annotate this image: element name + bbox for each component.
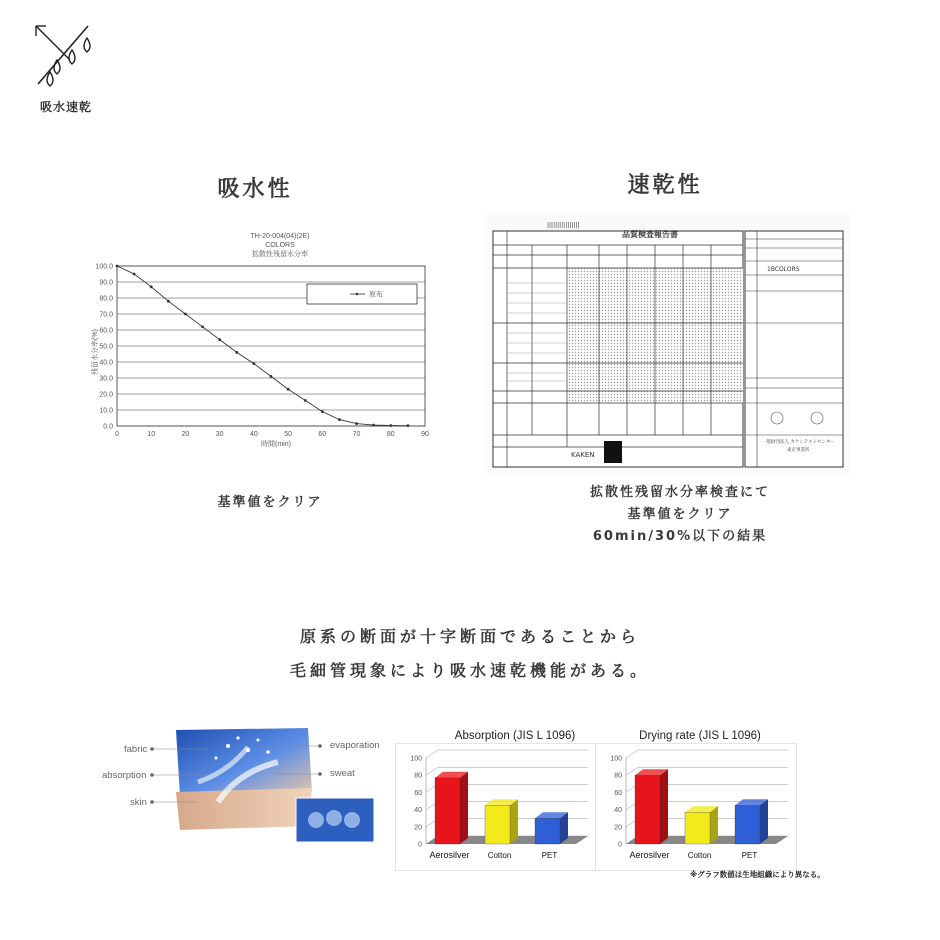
quick-dry-caption-line-2: 基準値をクリア	[627, 507, 733, 522]
chart-title-line-2: COLORS	[265, 242, 295, 249]
data-point	[133, 273, 136, 276]
data-point	[372, 424, 375, 427]
graph-note: ※グラフ数値は生地組織により異なる。	[690, 870, 825, 879]
category-label: PET	[741, 851, 758, 860]
report-office: 東京事業所	[787, 448, 810, 453]
y-tick-label: 80	[614, 772, 622, 780]
bar	[535, 818, 560, 844]
category-label: Aerosilver	[429, 850, 470, 860]
x-tick-label: 40	[249, 431, 258, 438]
data-point	[389, 424, 392, 427]
bar	[735, 805, 760, 844]
data-point	[235, 351, 238, 354]
skin-layer	[176, 788, 312, 830]
data-point	[304, 399, 307, 402]
absorption-bar-chart	[396, 744, 596, 870]
y-tick-label: 80	[414, 772, 422, 780]
quick-dry-heading: 速乾性	[627, 173, 703, 198]
data-point	[184, 313, 187, 316]
y-tick-label: 20	[614, 824, 622, 832]
category-label: Cotton	[487, 851, 512, 860]
quick-dry-caption-line-1: 拡散性残留水分率検査にて	[589, 485, 770, 500]
y-tick-label: 40	[414, 807, 422, 815]
report-client: 1BCOLORS	[767, 266, 800, 273]
legend-marker	[356, 293, 359, 296]
chart-title-line-3: 拡散性残留水分率	[252, 251, 308, 258]
y-tick-label: 40.0	[99, 359, 113, 367]
y-tick-label: 80.0	[99, 295, 113, 303]
y-tick-label: 40	[614, 807, 622, 815]
y-tick-label: 100	[410, 755, 422, 763]
y-tick-label: 70.0	[99, 311, 113, 319]
data-point	[321, 410, 324, 413]
category-label: Aerosilver	[629, 850, 670, 860]
legend-label: 原布	[369, 291, 383, 299]
y-tick-label: 10.0	[99, 407, 113, 415]
x-tick-label: 30	[215, 431, 224, 438]
data-point	[270, 375, 273, 378]
y-tick-label: 0	[418, 841, 422, 849]
y-tick-label: 60.0	[99, 327, 113, 335]
label-evaporation: evaporation	[330, 740, 380, 751]
label-fabric: fabric	[124, 744, 148, 755]
bar-side	[710, 806, 718, 844]
mechanism-line-1: 原系の断面が十字断面であることから	[299, 627, 640, 646]
bar-side	[510, 799, 518, 844]
svg-text:||||||||||||||||: ||||||||||||||||	[547, 222, 580, 229]
data-point	[116, 265, 119, 268]
x-tick-label: 70	[352, 431, 361, 438]
y-tick-label: 20	[414, 824, 422, 832]
absorption-chart-panel	[395, 743, 597, 871]
bar-side	[660, 769, 668, 844]
y-tick-label: 0	[618, 841, 622, 849]
data-point	[201, 325, 204, 328]
absorbency-chart-panel	[85, 222, 435, 462]
bar	[435, 778, 460, 844]
y-tick-label: 100.0	[95, 263, 113, 271]
x-tick-label: 50	[284, 431, 293, 438]
data-point	[150, 285, 153, 288]
drying-rate-chart-panel	[595, 743, 797, 871]
x-tick-label: 80	[386, 431, 395, 438]
y-tick-label: 0.0	[103, 423, 113, 431]
hand-water-drops-icon	[30, 22, 110, 92]
y-tick-label: 50.0	[99, 343, 113, 351]
x-tick-label: 20	[181, 431, 190, 438]
category-label: Cotton	[687, 851, 712, 860]
x-tick-label: 90	[421, 431, 429, 438]
label-sweat: sweat	[330, 768, 355, 779]
logo-label: 吸水速乾	[40, 100, 93, 114]
label-absorption: absorption	[102, 770, 147, 781]
quick-dry-caption-line-3: 60min/30%以下の結果	[592, 529, 768, 544]
inspection-report-panel	[487, 213, 850, 475]
y-tick-label: 20.0	[99, 391, 113, 399]
fabric-mechanism-diagram	[98, 722, 398, 852]
bar-side	[460, 772, 468, 844]
drying-rate-bar-chart	[596, 744, 796, 870]
report-brand: KAKEN	[571, 451, 595, 459]
y-axis-label: 残留水分率(%)	[92, 329, 99, 375]
x-axis-label: 時間(min)	[261, 441, 291, 448]
data-point	[218, 338, 221, 341]
gridline	[426, 750, 438, 758]
x-tick-label: 0	[115, 431, 119, 438]
gridline	[626, 750, 638, 758]
mechanism-line-2: 毛細管現象により吸水速乾機能がある。	[289, 661, 650, 680]
data-point	[355, 422, 358, 425]
y-tick-label: 60	[614, 789, 622, 797]
category-label: PET	[541, 851, 558, 860]
gridline	[426, 767, 438, 775]
data-point	[406, 424, 409, 427]
x-tick-label: 10	[147, 431, 156, 438]
data-point	[287, 388, 290, 391]
bar	[485, 805, 510, 844]
x-tick-label: 60	[318, 431, 327, 438]
y-tick-label: 90.0	[99, 279, 113, 287]
absorption-chart-title: Absorption (JIS L 1096)	[454, 730, 576, 742]
data-point	[167, 300, 170, 303]
residual-moisture-line-chart	[85, 222, 435, 462]
gridline	[626, 767, 638, 775]
report-title: 品質検査報告書	[622, 230, 678, 239]
label-skin: skin	[130, 797, 147, 808]
inspection-report-document	[487, 213, 850, 475]
mechanism-text	[170, 620, 770, 688]
y-tick-label: 100	[610, 755, 622, 763]
data-point	[338, 418, 341, 421]
data-point	[252, 362, 255, 365]
bar-side	[760, 799, 768, 844]
y-tick-label: 30.0	[99, 375, 113, 383]
y-tick-label: 60	[414, 789, 422, 797]
bar	[635, 775, 660, 844]
fabric-layer	[176, 728, 312, 796]
absorbency-heading: 吸水性	[217, 177, 293, 202]
report-issuer: 一般財団法人 カケンテストセンター	[762, 440, 835, 445]
quick-dry-caption	[540, 482, 820, 548]
bar	[685, 812, 710, 844]
drying-rate-chart-title: Drying rate (JIS L 1096)	[639, 730, 761, 742]
chart-title-line-1: TH-20-004(04)(2E)	[250, 233, 310, 240]
absorbency-caption: 基準値をクリア	[217, 495, 323, 510]
